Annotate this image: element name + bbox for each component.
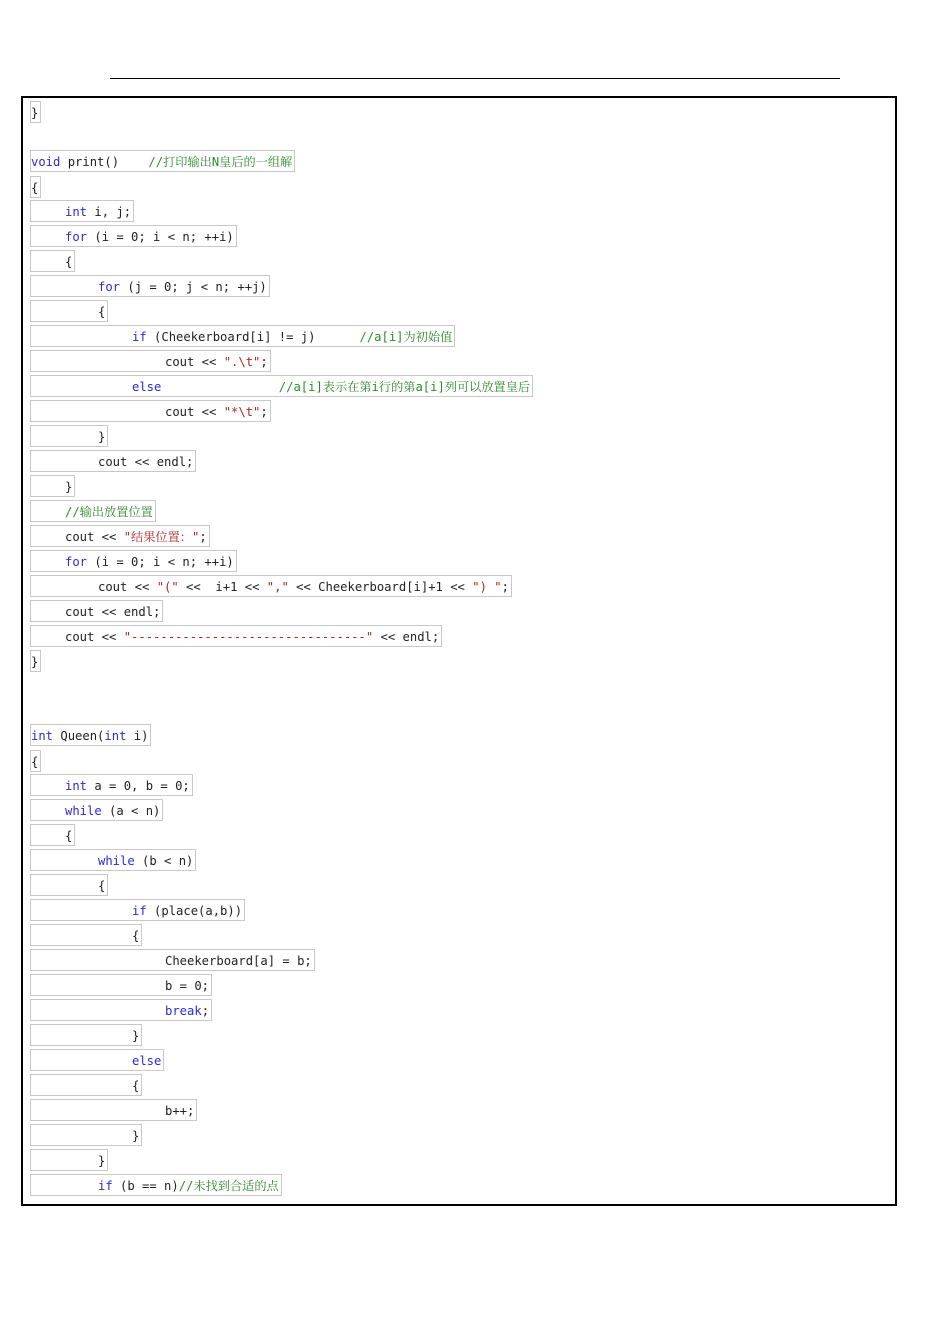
- code-text: {: [132, 929, 140, 943]
- code-keyword: void: [31, 155, 61, 169]
- code-string: "(": [156, 580, 179, 594]
- code-line: [30, 575, 512, 597]
- code-line: [30, 1174, 282, 1196]
- code-line: [30, 176, 41, 198]
- code-line: [30, 650, 41, 672]
- code-text: cout <<: [65, 530, 124, 544]
- code-comment: //未找到合适的点: [178, 1179, 279, 1193]
- code-line: [30, 600, 163, 622]
- code-text: cout <<: [165, 355, 224, 369]
- code-line: [30, 375, 533, 397]
- code-string: ") ": [472, 580, 502, 594]
- code-line: [30, 724, 151, 746]
- code-line: [30, 275, 270, 297]
- code-keyword: int: [65, 205, 88, 219]
- code-keyword: else: [132, 380, 162, 394]
- code-text: ;: [201, 1004, 210, 1018]
- code-line: [30, 874, 108, 896]
- code-line: [30, 1049, 164, 1071]
- code-keyword: break: [165, 1004, 202, 1018]
- code-keyword: else: [132, 1054, 162, 1068]
- code-line: [30, 500, 156, 522]
- code-line: [30, 475, 75, 497]
- code-keyword: for: [98, 280, 121, 294]
- code-line: [30, 924, 142, 946]
- code-line: [30, 974, 212, 996]
- code-text: cout <<: [165, 405, 224, 419]
- code-frame: [21, 96, 897, 1206]
- code-line: [30, 849, 196, 871]
- code-text: }: [31, 655, 39, 669]
- code-text: (a < n): [101, 804, 161, 818]
- code-line: [30, 150, 295, 172]
- code-text: cout << endl;: [65, 605, 161, 619]
- code-keyword: if: [98, 1179, 113, 1193]
- code-comment: //a[i]为初始值: [359, 330, 453, 344]
- code-text: Queen(: [53, 729, 105, 743]
- code-string: "结果位置：": [123, 530, 200, 544]
- code-text: a = 0, b = 0;: [87, 779, 190, 793]
- code-text: }: [98, 1154, 106, 1168]
- code-text: {: [31, 181, 39, 195]
- code-text: Cheekerboard[a] = b;: [165, 954, 312, 968]
- code-text: [161, 380, 278, 394]
- code-keyword: int: [65, 779, 88, 793]
- code-text: b++;: [165, 1104, 195, 1118]
- code-string: ".\t": [223, 355, 261, 369]
- code-text: {: [65, 255, 73, 269]
- code-string: "*\t": [223, 405, 261, 419]
- code-keyword: for: [65, 555, 88, 569]
- code-comment: //输出放置位置: [65, 505, 153, 519]
- code-line: [30, 999, 212, 1021]
- code-line: [30, 525, 210, 547]
- code-line: [30, 1149, 108, 1171]
- code-line: [30, 550, 237, 572]
- code-comment: //打印输出N皇后的一组解: [148, 155, 293, 169]
- code-text: cout <<: [65, 630, 124, 644]
- code-text: }: [132, 1029, 140, 1043]
- code-keyword: while: [65, 804, 102, 818]
- code-text: }: [132, 1129, 140, 1143]
- code-line: [30, 400, 271, 422]
- code-line: [30, 101, 41, 123]
- code-line: [30, 350, 271, 372]
- code-keyword: int: [104, 729, 127, 743]
- code-text: }: [98, 430, 106, 444]
- code-line: [30, 200, 134, 222]
- code-line: [30, 750, 41, 772]
- code-keyword: int: [31, 729, 54, 743]
- code-line: [30, 1099, 197, 1121]
- code-text: ;: [199, 530, 207, 544]
- code-text: (b == n): [112, 1179, 179, 1193]
- code-text: {: [132, 1079, 140, 1093]
- code-keyword: for: [65, 230, 88, 244]
- code-text: {: [31, 755, 39, 769]
- code-string: "--------------------------------": [123, 630, 374, 644]
- code-line: [30, 774, 193, 796]
- code-text: {: [98, 879, 106, 893]
- code-text: ;: [260, 405, 268, 419]
- code-text: (i = 0; i < n; ++i): [87, 555, 234, 569]
- code-line: [30, 1074, 142, 1096]
- code-keyword: while: [98, 854, 135, 868]
- code-text: ;: [501, 580, 509, 594]
- code-comment: //a[i]表示在第i行的第a[i]列可以放置皇后: [278, 380, 531, 394]
- code-text: << endl;: [373, 630, 440, 644]
- code-text: i, j;: [87, 205, 132, 219]
- code-text: cout <<: [98, 580, 157, 594]
- code-line: [30, 899, 245, 921]
- code-line: [30, 625, 442, 647]
- code-line: [30, 799, 163, 821]
- header-rule: [110, 78, 840, 79]
- code-text: {: [98, 305, 106, 319]
- code-line: [30, 450, 196, 472]
- code-text: << Cheekerboard[i]+1 <<: [288, 580, 473, 594]
- code-line: [30, 824, 75, 846]
- code-text: b = 0;: [165, 979, 210, 993]
- code-string: ",": [266, 580, 289, 594]
- code-line: [30, 1024, 142, 1046]
- code-text: }: [65, 480, 73, 494]
- code-text: cout << endl;: [98, 455, 194, 469]
- code-keyword: if: [132, 330, 147, 344]
- code-line: [30, 225, 237, 247]
- code-keyword: if: [132, 904, 147, 918]
- code-text: }: [31, 106, 39, 120]
- code-line: [30, 250, 75, 272]
- code-line: [30, 1124, 142, 1146]
- code-line: [30, 325, 455, 347]
- code-text: print(): [60, 155, 149, 169]
- code-text: (b < n): [134, 854, 194, 868]
- code-line: [30, 425, 108, 447]
- code-text: {: [65, 829, 73, 843]
- code-text: (i = 0; i < n; ++i): [87, 230, 234, 244]
- code-text: (Cheekerboard[i] != j): [146, 330, 360, 344]
- code-text: ;: [260, 355, 268, 369]
- code-text: (place(a,b)): [146, 904, 243, 918]
- code-text: (j = 0; j < n; ++j): [120, 280, 267, 294]
- code-line: [30, 300, 108, 322]
- code-text: << i+1 <<: [178, 580, 267, 594]
- code-text: i): [126, 729, 149, 743]
- code-line: [30, 949, 315, 971]
